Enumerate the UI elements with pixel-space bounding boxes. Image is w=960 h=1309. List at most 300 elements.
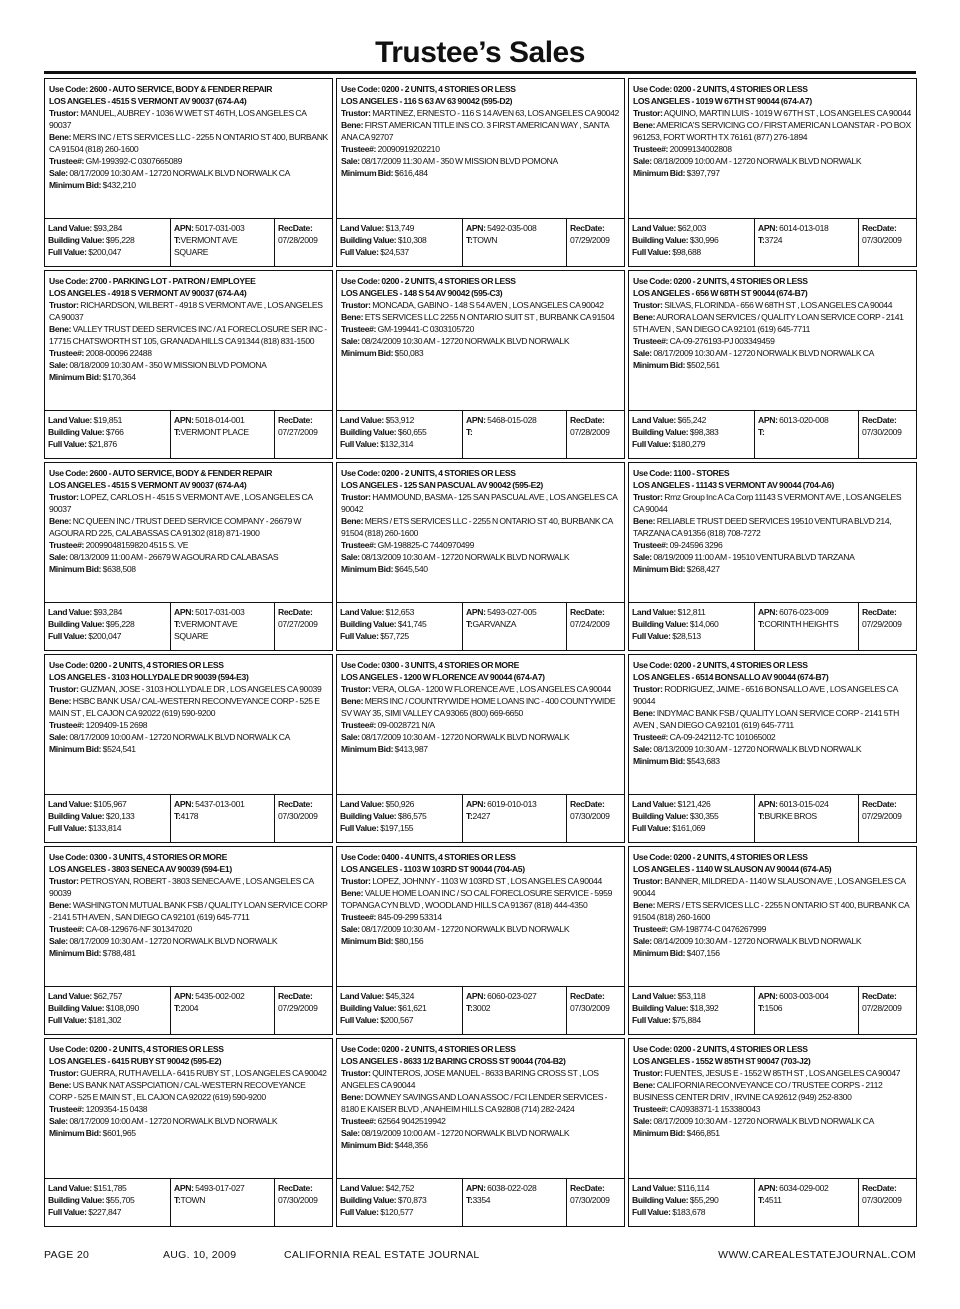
- trustee-number-line: [49, 1103, 329, 1115]
- trustee-number-line: [341, 719, 621, 731]
- recdate-label: RecDate:: [278, 223, 313, 233]
- recdate-value: 07/30/2009: [570, 1003, 610, 1013]
- land-value-label: Land Value:: [632, 1183, 676, 1193]
- full-value-label: Full Value:: [632, 439, 671, 449]
- apn-label: APN:: [758, 607, 778, 617]
- land-value-label: Land Value:: [632, 607, 676, 617]
- trustee-number-value: 1209409-15 2698: [85, 720, 148, 730]
- minimum-bid-line: [49, 743, 329, 755]
- apn-value: 6013-020-008: [779, 415, 829, 425]
- recdate-cell: [567, 1179, 624, 1226]
- recdate-label-row: [570, 990, 622, 1002]
- beneficiary-label: Bene:: [341, 120, 364, 130]
- trustor-value: MARTINEZ, ERNESTO - 116 S 14 AVEN 63, LOS ANGELES CA 90042: [372, 108, 619, 118]
- footer-website-link[interactable]: WWW.CAREALESTATEJOURNAL.COM: [718, 1249, 916, 1261]
- beneficiary-label: Bene:: [341, 888, 364, 898]
- trustee-number-label: Trustee#:: [633, 924, 669, 934]
- full-value-row: [340, 1206, 460, 1218]
- recdate-value-row: [862, 1002, 914, 1014]
- listing-details: [629, 847, 916, 979]
- apn-value: 6038-022-028: [487, 1183, 537, 1193]
- values-cell: [629, 603, 755, 650]
- listing-values-table: [629, 602, 916, 650]
- apn-row: [758, 606, 856, 618]
- trustor-label: Trustor:: [341, 492, 371, 502]
- listing-values-table: [337, 602, 624, 650]
- recdate-label-row: [570, 414, 622, 426]
- recdate-label-row: [278, 798, 330, 810]
- land-value-label: Land Value:: [48, 415, 92, 425]
- land-value-row: [632, 414, 752, 426]
- tract-label: T:: [758, 1195, 765, 1205]
- sale-info-value: 08/13/2009 11:00 AM - 26679 W AGOURA RD CALABASAS: [69, 552, 279, 562]
- full-value-row: [632, 438, 752, 450]
- tract-value: TOWN: [472, 235, 498, 245]
- trustee-number-line: [633, 731, 913, 743]
- recdate-cell: [275, 219, 332, 266]
- building-value-value: $98,383: [689, 427, 719, 437]
- trustee-number-line: [49, 539, 329, 551]
- building-value-value: $55,290: [689, 1195, 719, 1205]
- apn-row: [758, 990, 856, 1002]
- trustee-number-line: [633, 1103, 913, 1115]
- apn-value: 5468-015-028: [487, 415, 537, 425]
- minimum-bid-label: Minimum Bid:: [341, 564, 394, 574]
- apn-label: APN:: [466, 1183, 486, 1193]
- use-code: Use Code: 1100 - STORES: [633, 468, 730, 478]
- use-code: Use Code: 0300 - 3 UNITS, 4 STORIES OR MORE: [341, 660, 519, 670]
- full-value-value: $180,279: [672, 439, 706, 449]
- tract-row: [758, 810, 856, 822]
- tract-row: [466, 618, 564, 630]
- apn-row: [174, 990, 272, 1002]
- building-value-row: [48, 618, 168, 630]
- recdate-cell: [859, 987, 916, 1034]
- recdate-value-row: [278, 234, 330, 246]
- beneficiary-label: Bene:: [49, 324, 72, 334]
- minimum-bid-label: Minimum Bid:: [633, 564, 686, 574]
- land-value-label: Land Value:: [340, 415, 384, 425]
- sale-info-label: Sale:: [341, 552, 360, 562]
- trustee-number-line: [341, 539, 621, 551]
- land-value-label: Land Value:: [632, 799, 676, 809]
- recdate-label-row: [862, 606, 914, 618]
- use-code: Use Code: 2700 - PARKING LOT - PATRON / EMPLOYEE: [49, 276, 256, 286]
- full-value-row: [632, 1014, 752, 1026]
- land-value-value: $50,926: [385, 799, 415, 809]
- apn-row: [758, 798, 856, 810]
- trustee-number-line: [633, 143, 913, 155]
- tract-row: [758, 426, 856, 438]
- sale-info-label: Sale:: [49, 168, 68, 178]
- beneficiary-line: [341, 1091, 621, 1115]
- apn-cell: [171, 219, 275, 266]
- land-value-label: Land Value:: [632, 991, 676, 1001]
- apn-cell: [463, 795, 567, 842]
- beneficiary-label: Bene:: [633, 708, 656, 718]
- beneficiary-line: [49, 131, 329, 155]
- recdate-label: RecDate:: [278, 799, 313, 809]
- tract-value: 3002: [472, 1003, 491, 1013]
- recdate-label-row: [278, 990, 330, 1002]
- full-value-row: [632, 630, 752, 642]
- land-value-label: Land Value:: [48, 991, 92, 1001]
- full-value-value: $200,047: [88, 631, 122, 641]
- trustor-label: Trustor:: [49, 684, 79, 694]
- minimum-bid-line: [49, 947, 329, 959]
- recdate-cell: [275, 603, 332, 650]
- land-value-label: Land Value:: [340, 223, 384, 233]
- trustee-number-label: Trustee#:: [341, 144, 377, 154]
- full-value-label: Full Value:: [48, 247, 87, 257]
- use-code: Use Code: 0200 - 2 UNITS, 4 STORIES OR LESS: [633, 1044, 808, 1054]
- sale-info-value: 08/13/2009 10:30 AM - 12720 NORWALK BLVD NORWALK: [361, 552, 570, 562]
- trustee-number-line: [49, 923, 329, 935]
- trustee-number-label: Trustee#:: [341, 324, 377, 334]
- footer-journal-name: CALIFORNIA REAL ESTATE JOURNAL: [284, 1249, 480, 1261]
- land-value-value: $62,757: [93, 991, 123, 1001]
- use-code: Use Code: 2600 - AUTO SERVICE, BODY & FENDER REPAIR: [49, 84, 273, 94]
- full-value-value: $21,876: [88, 439, 117, 449]
- recdate-value-row: [570, 234, 622, 246]
- trustor-line: [49, 683, 329, 695]
- recdate-cell: [859, 411, 916, 458]
- recdate-label-row: [278, 414, 330, 426]
- recdate-value: 07/30/2009: [862, 235, 902, 245]
- apn-row: [466, 990, 564, 1002]
- sale-info-line: [341, 335, 621, 347]
- beneficiary-line: [49, 323, 329, 347]
- trustor-line: [633, 491, 913, 515]
- trustor-line: [341, 491, 621, 515]
- minimum-bid-label: Minimum Bid:: [341, 168, 394, 178]
- trustee-number-label: Trustee#:: [341, 1116, 377, 1126]
- recdate-value: 07/27/2009: [278, 427, 318, 437]
- trustee-number-label: Trustee#:: [49, 156, 85, 166]
- full-value-value: $197,155: [380, 823, 414, 833]
- building-value-row: [340, 618, 460, 630]
- beneficiary-label: Bene:: [49, 1080, 72, 1090]
- minimum-bid-line: [341, 935, 621, 947]
- use-code: Use Code: 0200 - 2 UNITS, 4 STORIES OR LESS: [49, 1044, 224, 1054]
- sale-info-line: [341, 551, 621, 563]
- land-value-value: $13,749: [385, 223, 415, 233]
- building-value-value: $95,228: [105, 619, 135, 629]
- tract-row: [466, 1002, 564, 1014]
- recdate-value-row: [862, 426, 914, 438]
- trustor-label: Trustor:: [633, 684, 663, 694]
- listing-values-table: [45, 602, 332, 650]
- trustee-number-value: GM-198825-C 7440970499: [377, 540, 475, 550]
- values-cell: [45, 603, 171, 650]
- full-value-value: $200,047: [88, 247, 122, 257]
- full-value-value: $24,537: [380, 247, 409, 257]
- trustor-label: Trustor:: [341, 108, 371, 118]
- full-value-label: Full Value:: [632, 1207, 671, 1217]
- property-address: LOS ANGELES - 3103 HOLLYDALE DR 90039 (594-E3): [49, 672, 249, 682]
- recdate-value: 07/30/2009: [278, 1195, 318, 1205]
- building-value-row: [632, 1194, 752, 1206]
- land-value-value: $12,811: [677, 607, 706, 617]
- trustor-label: Trustor:: [341, 876, 371, 886]
- values-cell: [337, 795, 463, 842]
- recdate-label-row: [570, 798, 622, 810]
- minimum-bid-value: $407,156: [686, 948, 720, 958]
- full-value-row: [48, 246, 168, 258]
- listing-card: [628, 846, 917, 1035]
- apn-label: APN:: [758, 415, 778, 425]
- trustor-value: MONCADA, GABINO - 148 S 54 AVEN , LOS ANGELES CA 90042: [372, 300, 604, 310]
- apn-cell: [463, 603, 567, 650]
- listing-details: [45, 655, 332, 787]
- land-value-row: [48, 606, 168, 618]
- use-code: Use Code: 0200 - 2 UNITS, 4 STORIES OR LESS: [633, 852, 808, 862]
- apn-value: 5017-031-003: [195, 223, 245, 233]
- trustee-number-label: Trustee#:: [49, 720, 85, 730]
- property-address: LOS ANGELES - 4515 S VERMONT AV 90037 (674-A4): [49, 480, 247, 490]
- beneficiary-label: Bene:: [633, 312, 656, 322]
- tract-label: T:: [174, 619, 181, 629]
- beneficiary-value: MERS / ETS SERVICES LLC - 2255 N ONTARIO ST 40, BURBANK CA 91504 (818) 260-1600: [341, 516, 613, 538]
- beneficiary-label: Bene:: [49, 696, 72, 706]
- recdate-cell: [567, 603, 624, 650]
- apn-value: 6076-023-009: [779, 607, 829, 617]
- trustor-label: Trustor:: [49, 492, 79, 502]
- trustee-number-line: [341, 323, 621, 335]
- apn-value: 5493-027-005: [487, 607, 537, 617]
- building-value-row: [632, 1002, 752, 1014]
- recdate-label-row: [862, 990, 914, 1002]
- apn-label: APN:: [758, 223, 778, 233]
- tract-row: [466, 1194, 564, 1206]
- minimum-bid-value: $638,508: [102, 564, 136, 574]
- listing-values-table: [629, 794, 916, 842]
- sale-info-value: 08/19/2009 10:00 AM - 12720 NORWALK BLVD NORWALK: [361, 1128, 570, 1138]
- trustee-number-line: [633, 335, 913, 347]
- full-value-row: [48, 438, 168, 450]
- values-cell: [45, 987, 171, 1034]
- building-value-label: Building Value:: [632, 1003, 689, 1013]
- values-cell: [337, 603, 463, 650]
- building-value-value: $108,090: [105, 1003, 139, 1013]
- recdate-value: 07/30/2009: [862, 1195, 902, 1205]
- trustee-number-line: [49, 347, 329, 359]
- trustor-value: RODRIGUEZ, JAIME - 6516 BONSALLO AVE , LOS ANGELES CA 90044: [633, 684, 898, 706]
- land-value-row: [632, 222, 752, 234]
- full-value-value: $183,678: [672, 1207, 706, 1217]
- values-cell: [45, 219, 171, 266]
- minimum-bid-value: $524,541: [102, 744, 136, 754]
- recdate-value-row: [570, 810, 622, 822]
- apn-row: [466, 222, 564, 234]
- minimum-bid-value: $502,561: [686, 360, 720, 370]
- tract-row: [758, 618, 856, 630]
- trustor-value: AQUINO, MARTIN LUIS - 1019 W 67TH ST , LOS ANGELES CA 90044: [663, 108, 911, 118]
- listing-details: [629, 79, 916, 211]
- listing-details: [629, 463, 916, 595]
- trustor-label: Trustor:: [341, 300, 371, 310]
- apn-label: APN:: [174, 223, 194, 233]
- recdate-label-row: [570, 1182, 622, 1194]
- trustee-number-value: GM-199441-C 0303105720: [377, 324, 475, 334]
- trustee-number-value: 62564 9042519942: [377, 1116, 446, 1126]
- listing-details: [45, 271, 332, 403]
- full-value-value: $161,069: [672, 823, 706, 833]
- recdate-cell: [567, 411, 624, 458]
- use-code: Use Code: 0200 - 2 UNITS, 4 STORIES OR LESS: [341, 276, 516, 286]
- sale-info-line: [633, 155, 913, 167]
- minimum-bid-label: Minimum Bid:: [341, 348, 394, 358]
- recdate-value: 07/30/2009: [278, 811, 318, 821]
- building-value-value: $70,873: [397, 1195, 427, 1205]
- tract-row: [758, 1194, 856, 1206]
- tract-label: T:: [758, 427, 765, 437]
- minimum-bid-value: $466,851: [686, 1128, 720, 1138]
- listing-details: [337, 463, 624, 595]
- minimum-bid-line: [49, 563, 329, 575]
- beneficiary-label: Bene:: [633, 516, 656, 526]
- tract-value: 2004: [180, 1003, 199, 1013]
- tract-value: 3724: [764, 235, 783, 245]
- minimum-bid-label: Minimum Bid:: [341, 936, 394, 946]
- recdate-cell: [859, 603, 916, 650]
- full-value-value: $120,577: [380, 1207, 414, 1217]
- trustee-number-label: Trustee#:: [633, 144, 669, 154]
- trustor-value: SILVAS, FLORINDA - 656 W 68TH ST , LOS ANGELES CA 90044: [664, 300, 893, 310]
- trustor-value: PETROSYAN, ROBERT - 3803 SENECA AVE , LOS ANGELES CA 90039: [49, 876, 314, 898]
- property-address: LOS ANGELES - 656 W 68TH ST 90044 (674-B7): [633, 288, 808, 298]
- beneficiary-line: [49, 515, 329, 539]
- apn-label: APN:: [174, 799, 194, 809]
- listing-values-table: [629, 410, 916, 458]
- property-address: LOS ANGELES - 8633 1/2 BARING CROSS ST 90044 (704-B2): [341, 1056, 566, 1066]
- minimum-bid-line: [341, 743, 621, 755]
- apn-cell: [755, 411, 859, 458]
- recdate-cell: [859, 1179, 916, 1226]
- apn-label: APN:: [466, 607, 486, 617]
- minimum-bid-line: [633, 755, 913, 767]
- trustor-label: Trustor:: [341, 684, 371, 694]
- building-value-value: $60,655: [397, 427, 427, 437]
- apn-label: APN:: [466, 991, 486, 1001]
- land-value-value: $45,324: [385, 991, 415, 1001]
- full-value-value: $200,567: [380, 1015, 414, 1025]
- apn-cell: [755, 987, 859, 1034]
- land-value-value: $65,242: [677, 415, 707, 425]
- listing-values-table: [629, 1178, 916, 1226]
- apn-label: APN:: [758, 991, 778, 1001]
- title-rule: [44, 71, 916, 74]
- land-value-value: $121,426: [677, 799, 711, 809]
- apn-value: 5492-035-008: [487, 223, 537, 233]
- trustor-label: Trustor:: [49, 300, 79, 310]
- trustee-number-value: CA0938371-1 153380043: [669, 1104, 761, 1114]
- sale-info-value: 08/17/2009 10:30 AM - 12720 NORWALK BLVD NORWALK CA: [653, 348, 874, 358]
- recdate-label-row: [278, 606, 330, 618]
- sale-info-value: 08/17/2009 10:30 AM - 12720 NORWALK BLVD NORWALK CA: [69, 168, 290, 178]
- land-value-row: [340, 414, 460, 426]
- apn-row: [758, 1182, 856, 1194]
- trustor-value: Rmz Group Inc A Ca Corp 11143 S VERMONT AVE , LOS ANGELES CA 90044: [633, 492, 902, 514]
- tract-value: 4511: [764, 1195, 782, 1205]
- property-address: LOS ANGELES - 4918 S VERMONT AV 90037 (674-A4): [49, 288, 247, 298]
- beneficiary-label: Bene:: [341, 1092, 364, 1102]
- tract-label: T:: [174, 1003, 181, 1013]
- sale-info-value: 08/19/2009 11:00 AM - 19510 VENTURA BLVD TARZANA: [653, 552, 855, 562]
- recdate-value: 07/27/2009: [278, 619, 318, 629]
- trustee-number-value: 1209354-15 0438: [85, 1104, 148, 1114]
- listing-details: [45, 79, 332, 211]
- full-value-value: $98,688: [672, 247, 701, 257]
- full-value-label: Full Value:: [340, 247, 379, 257]
- trustee-number-label: Trustee#:: [49, 540, 85, 550]
- apn-value: 5493-017-027: [195, 1183, 245, 1193]
- trustee-number-line: [49, 719, 329, 731]
- apn-cell: [171, 1179, 275, 1226]
- building-value-row: [48, 1002, 168, 1014]
- full-value-label: Full Value:: [632, 823, 671, 833]
- building-value-row: [632, 810, 752, 822]
- recdate-label: RecDate:: [570, 799, 605, 809]
- tract-label: T:: [758, 619, 765, 629]
- apn-cell: [755, 1179, 859, 1226]
- building-value-label: Building Value:: [340, 427, 397, 437]
- recdate-value-row: [862, 618, 914, 630]
- sale-info-line: [633, 1115, 913, 1127]
- beneficiary-line: [633, 515, 913, 539]
- minimum-bid-value: $616,484: [394, 168, 428, 178]
- building-value-label: Building Value:: [48, 427, 105, 437]
- trustor-label: Trustor:: [633, 876, 663, 886]
- listing-card: [336, 78, 625, 267]
- trustor-line: [341, 1067, 621, 1091]
- recdate-value: 07/28/2009: [278, 235, 318, 245]
- recdate-value-row: [278, 1194, 330, 1206]
- minimum-bid-line: [49, 1127, 329, 1139]
- trustor-label: Trustor:: [633, 492, 663, 502]
- apn-label: APN:: [466, 799, 486, 809]
- values-cell: [629, 1179, 755, 1226]
- land-value-row: [632, 606, 752, 618]
- land-value-label: Land Value:: [632, 223, 676, 233]
- building-value-row: [48, 1194, 168, 1206]
- beneficiary-label: Bene:: [633, 120, 656, 130]
- sale-info-line: [341, 1127, 621, 1139]
- full-value-row: [632, 246, 752, 258]
- apn-row: [174, 414, 272, 426]
- recdate-label-row: [862, 414, 914, 426]
- property-address: LOS ANGELES - 1140 W SLAUSON AV 90044 (674-A5): [633, 864, 832, 874]
- beneficiary-value: NC QUEEN INC / TRUST DEED SERVICE COMPANY - 26679 W AGOURA RD 225, CALABASSAS CA 91302 (818) 871-1900: [49, 516, 302, 538]
- minimum-bid-label: Minimum Bid:: [633, 168, 686, 178]
- trustor-line: [633, 107, 913, 119]
- beneficiary-line: [341, 515, 621, 539]
- sale-info-line: [633, 347, 913, 359]
- recdate-value: 07/28/2009: [570, 427, 610, 437]
- apn-cell: [171, 603, 275, 650]
- sale-info-label: Sale:: [633, 744, 652, 754]
- land-value-value: $53,118: [677, 991, 706, 1001]
- recdate-value-row: [278, 618, 330, 630]
- recdate-value-row: [278, 810, 330, 822]
- recdate-value: 07/24/2009: [570, 619, 610, 629]
- listing-values-table: [45, 410, 332, 458]
- building-value-row: [48, 810, 168, 822]
- trustor-line: [633, 299, 913, 311]
- recdate-label: RecDate:: [570, 607, 605, 617]
- use-code: Use Code: 0200 - 2 UNITS, 4 STORIES OR LESS: [341, 1044, 516, 1054]
- trustee-number-label: Trustee#:: [633, 732, 669, 742]
